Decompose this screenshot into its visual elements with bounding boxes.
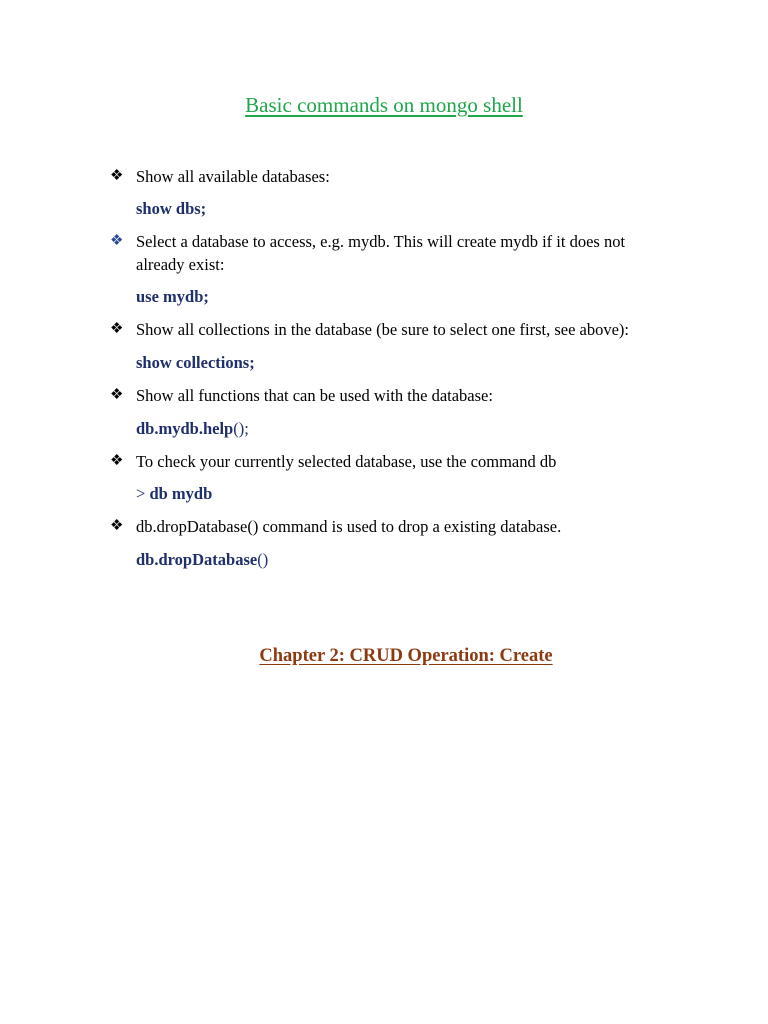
diamond-bullet-icon: ❖ [110,168,124,184]
page-title: Basic commands on mongo shell [245,93,523,117]
command-text: db mydb [149,484,213,503]
list-item-text: Show all functions that can be used with the database: [136,386,493,405]
diamond-bullet-icon: ❖ [110,387,124,403]
command-suffix: (); [233,419,249,438]
diamond-bullet-icon: ❖ [110,518,124,534]
command-line [136,548,268,571]
command-line [136,417,249,440]
command-line [136,482,212,505]
command-line [136,285,209,308]
command-prefix: > [136,484,150,503]
chapter-heading: Chapter 2: CRUD Operation: Create [259,646,553,666]
diamond-bullet-icon: ❖ [110,453,124,469]
list-item-text: db.dropDatabase() command is used to drop a existing database. [136,517,562,536]
list-item [110,230,670,276]
command-text: db.mydb.help [136,419,234,438]
list-item-text: Show all collections in the database (be sure to select one first, see above): [136,320,630,339]
command-suffix: () [257,550,269,569]
command-text: show collections; [136,353,255,372]
list-item [110,384,670,407]
diamond-bullet-icon: ❖ [110,321,124,337]
list-item [110,318,670,341]
list-item-text: To check your currently selected database, use the command db [136,452,557,471]
command-line [136,197,206,220]
list-item [110,450,670,473]
list-item [110,165,670,188]
list-item [110,515,670,538]
list-item-text: Show all available databases: [136,167,330,186]
command-text: show dbs; [136,199,207,218]
list-item-text: Select a database to access, e.g. mydb. This will create mydb if it does not already exist: [136,232,626,274]
command-line [136,351,255,374]
diamond-bullet-icon: ❖ [110,233,124,249]
command-text: db.dropDatabase [136,550,258,569]
command-text: use mydb; [136,287,209,306]
